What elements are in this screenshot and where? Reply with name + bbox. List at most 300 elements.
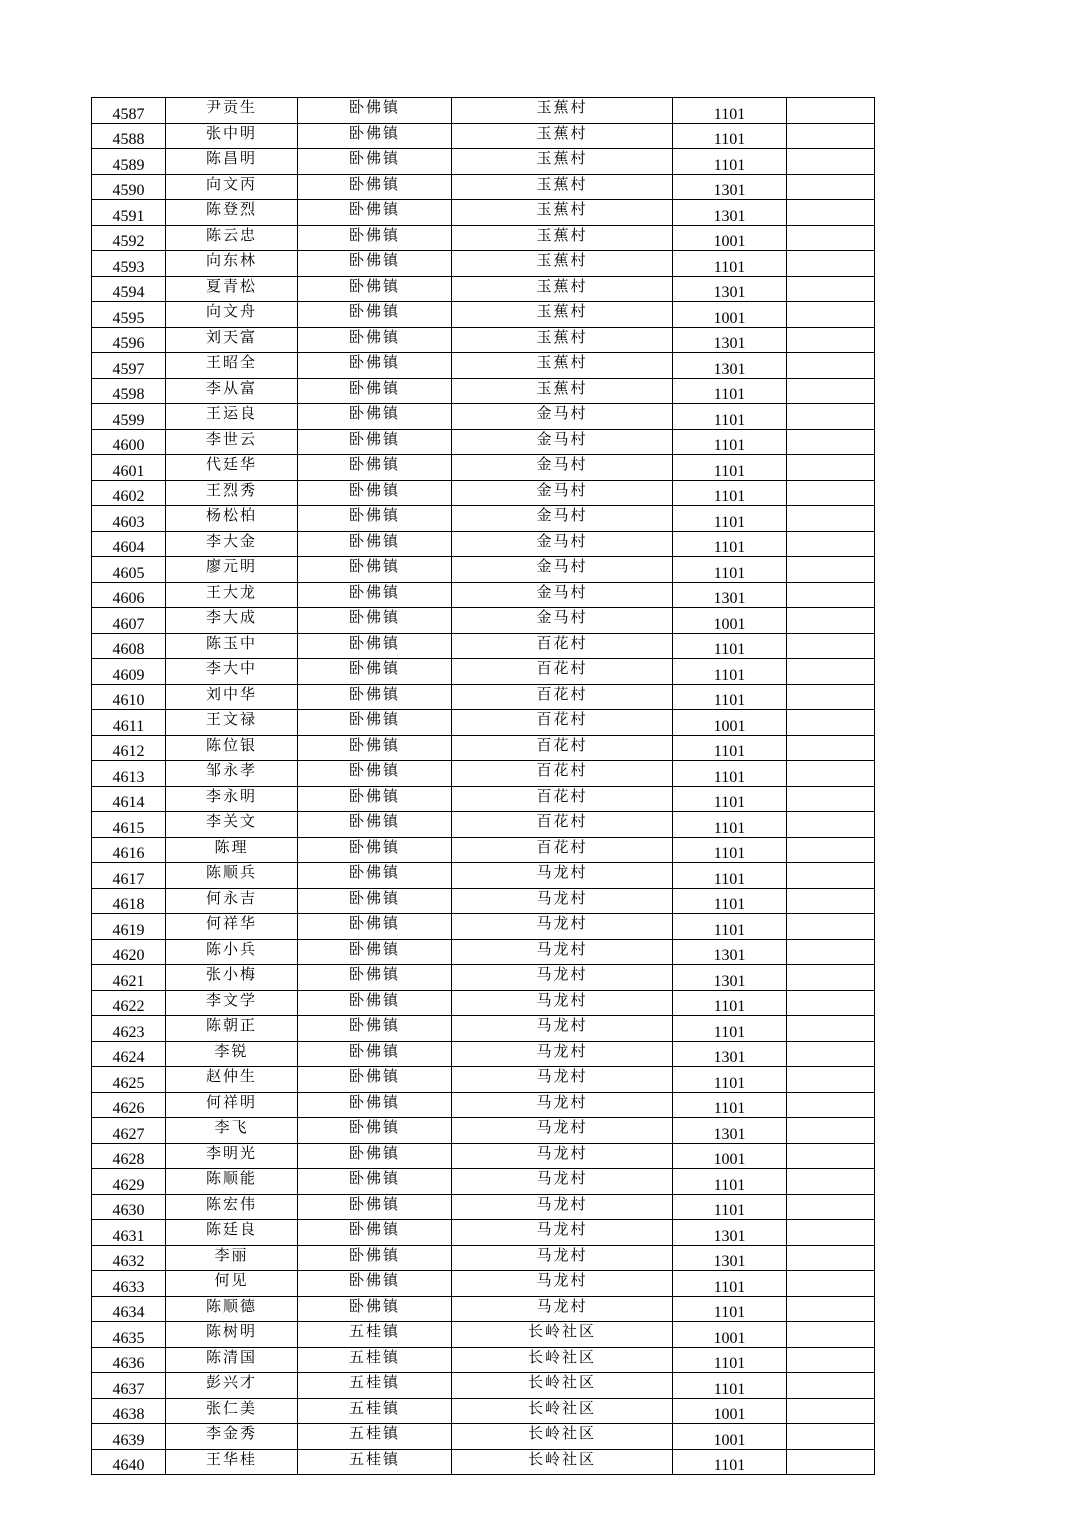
cell-code: 1101 — [673, 684, 787, 710]
table-row — [92, 1041, 875, 1067]
cell-village: 百花村 — [452, 761, 673, 787]
cell-code: 1101 — [673, 863, 787, 889]
cell-town: 卧佛镇 — [298, 174, 452, 200]
cell-code: 1101 — [673, 506, 787, 532]
cell-town: 卧佛镇 — [298, 1194, 452, 1220]
cell-town: 卧佛镇 — [298, 939, 452, 965]
cell-town: 卧佛镇 — [298, 1220, 452, 1246]
table-row — [92, 149, 875, 175]
cell-village: 长岭社区 — [452, 1322, 673, 1348]
cell-name: 王大龙 — [166, 582, 298, 608]
table-row — [92, 990, 875, 1016]
cell-name: 陈云忠 — [166, 225, 298, 251]
cell-village: 马龙村 — [452, 863, 673, 889]
table-row — [92, 1143, 875, 1169]
cell-id: 4638 — [92, 1398, 166, 1424]
cell-town: 卧佛镇 — [298, 225, 452, 251]
cell-id: 4629 — [92, 1169, 166, 1195]
cell-id: 4594 — [92, 276, 166, 302]
cell-village: 金马村 — [452, 506, 673, 532]
cell-id: 4633 — [92, 1271, 166, 1297]
cell-name: 代廷华 — [166, 455, 298, 481]
cell-code: 1301 — [673, 939, 787, 965]
cell-name: 何永吉 — [166, 888, 298, 914]
cell-remark — [787, 1118, 875, 1144]
cell-town: 卧佛镇 — [298, 1245, 452, 1271]
cell-village: 马龙村 — [452, 1118, 673, 1144]
cell-code: 1101 — [673, 786, 787, 812]
cell-village: 马龙村 — [452, 1016, 673, 1042]
cell-name: 向文舟 — [166, 302, 298, 328]
cell-village: 金马村 — [452, 404, 673, 430]
cell-name: 王烈秀 — [166, 480, 298, 506]
cell-town: 卧佛镇 — [298, 914, 452, 940]
cell-town: 卧佛镇 — [298, 378, 452, 404]
cell-name: 李大中 — [166, 659, 298, 685]
cell-id: 4596 — [92, 327, 166, 353]
cell-name: 邹永孝 — [166, 761, 298, 787]
cell-id: 4621 — [92, 965, 166, 991]
cell-remark — [787, 1449, 875, 1475]
cell-remark — [787, 1398, 875, 1424]
cell-town: 卧佛镇 — [298, 1067, 452, 1093]
cell-remark — [787, 1143, 875, 1169]
cell-name: 尹贡生 — [166, 98, 298, 124]
cell-village: 玉蕉村 — [452, 276, 673, 302]
cell-code: 1001 — [673, 1143, 787, 1169]
table-row — [92, 863, 875, 889]
cell-town: 卧佛镇 — [298, 965, 452, 991]
cell-code: 1301 — [673, 327, 787, 353]
cell-village: 长岭社区 — [452, 1398, 673, 1424]
cell-code: 1101 — [673, 888, 787, 914]
cell-town: 卧佛镇 — [298, 251, 452, 277]
cell-id: 4598 — [92, 378, 166, 404]
cell-id: 4590 — [92, 174, 166, 200]
cell-town: 卧佛镇 — [298, 327, 452, 353]
cell-town: 卧佛镇 — [298, 557, 452, 583]
cell-code: 1101 — [673, 123, 787, 149]
cell-remark — [787, 98, 875, 124]
cell-name: 彭兴才 — [166, 1373, 298, 1399]
cell-village: 金马村 — [452, 455, 673, 481]
cell-remark — [787, 174, 875, 200]
cell-id: 4624 — [92, 1041, 166, 1067]
table-row — [92, 353, 875, 379]
cell-remark — [787, 506, 875, 532]
cell-town: 五桂镇 — [298, 1347, 452, 1373]
cell-id: 4620 — [92, 939, 166, 965]
table-row — [92, 659, 875, 685]
cell-name: 王运良 — [166, 404, 298, 430]
cell-name: 陈宏伟 — [166, 1194, 298, 1220]
cell-town: 卧佛镇 — [298, 1092, 452, 1118]
cell-id: 4627 — [92, 1118, 166, 1144]
cell-code: 1101 — [673, 557, 787, 583]
cell-village: 百花村 — [452, 837, 673, 863]
cell-village: 长岭社区 — [452, 1373, 673, 1399]
cell-town: 卧佛镇 — [298, 1016, 452, 1042]
cell-town: 卧佛镇 — [298, 455, 452, 481]
cell-village: 马龙村 — [452, 1067, 673, 1093]
table-row — [92, 557, 875, 583]
cell-remark — [787, 149, 875, 175]
cell-code: 1101 — [673, 1016, 787, 1042]
cell-name: 李丽 — [166, 1245, 298, 1271]
cell-id: 4615 — [92, 812, 166, 838]
cell-town: 卧佛镇 — [298, 98, 452, 124]
cell-code: 1101 — [673, 812, 787, 838]
cell-remark — [787, 480, 875, 506]
cell-remark — [787, 455, 875, 481]
table-row — [92, 914, 875, 940]
cell-id: 4595 — [92, 302, 166, 328]
cell-village: 百花村 — [452, 684, 673, 710]
cell-name: 陈顺能 — [166, 1169, 298, 1195]
cell-code: 1301 — [673, 1245, 787, 1271]
cell-remark — [787, 123, 875, 149]
table-row — [92, 327, 875, 353]
table-row — [92, 1398, 875, 1424]
table-row — [92, 174, 875, 200]
cell-code: 1101 — [673, 480, 787, 506]
cell-name: 李大成 — [166, 608, 298, 634]
cell-name: 陈理 — [166, 837, 298, 863]
cell-town: 卧佛镇 — [298, 710, 452, 736]
cell-id: 4610 — [92, 684, 166, 710]
cell-village: 金马村 — [452, 531, 673, 557]
cell-village: 马龙村 — [452, 1041, 673, 1067]
cell-town: 五桂镇 — [298, 1424, 452, 1450]
cell-code: 1101 — [673, 1449, 787, 1475]
table-row — [92, 455, 875, 481]
cell-id: 4607 — [92, 608, 166, 634]
cell-town: 卧佛镇 — [298, 812, 452, 838]
cell-remark — [787, 1067, 875, 1093]
cell-id: 4601 — [92, 455, 166, 481]
table-row — [92, 378, 875, 404]
cell-code: 1301 — [673, 582, 787, 608]
cell-remark — [787, 378, 875, 404]
cell-name: 杨松柏 — [166, 506, 298, 532]
cell-name: 刘中华 — [166, 684, 298, 710]
cell-town: 卧佛镇 — [298, 353, 452, 379]
cell-remark — [787, 1296, 875, 1322]
cell-remark — [787, 633, 875, 659]
cell-name: 张仁美 — [166, 1398, 298, 1424]
cell-id: 4623 — [92, 1016, 166, 1042]
cell-code: 1101 — [673, 455, 787, 481]
cell-town: 卧佛镇 — [298, 1118, 452, 1144]
cell-remark — [787, 276, 875, 302]
cell-name: 何祥华 — [166, 914, 298, 940]
cell-code: 1301 — [673, 200, 787, 226]
cell-remark — [787, 863, 875, 889]
cell-village: 玉蕉村 — [452, 123, 673, 149]
cell-village: 马龙村 — [452, 1194, 673, 1220]
cell-code: 1101 — [673, 990, 787, 1016]
table-row — [92, 761, 875, 787]
cell-village: 马龙村 — [452, 1296, 673, 1322]
cell-remark — [787, 914, 875, 940]
table-row — [92, 1016, 875, 1042]
cell-remark — [787, 251, 875, 277]
cell-remark — [787, 404, 875, 430]
cell-name: 张中明 — [166, 123, 298, 149]
cell-remark — [787, 1194, 875, 1220]
cell-village: 玉蕉村 — [452, 225, 673, 251]
table-row — [92, 200, 875, 226]
cell-code: 1301 — [673, 174, 787, 200]
cell-town: 卧佛镇 — [298, 684, 452, 710]
cell-id: 4626 — [92, 1092, 166, 1118]
cell-code: 1101 — [673, 98, 787, 124]
cell-code: 1301 — [673, 276, 787, 302]
cell-name: 陈朝正 — [166, 1016, 298, 1042]
table-row — [92, 251, 875, 277]
cell-id: 4622 — [92, 990, 166, 1016]
cell-name: 张小梅 — [166, 965, 298, 991]
cell-name: 李从富 — [166, 378, 298, 404]
cell-village: 百花村 — [452, 633, 673, 659]
cell-town: 卧佛镇 — [298, 1296, 452, 1322]
cell-code: 1101 — [673, 761, 787, 787]
table-row — [92, 1220, 875, 1246]
cell-name: 王华桂 — [166, 1449, 298, 1475]
table-row — [92, 1347, 875, 1373]
cell-town: 卧佛镇 — [298, 200, 452, 226]
cell-remark — [787, 990, 875, 1016]
table-row — [92, 404, 875, 430]
cell-code: 1301 — [673, 1220, 787, 1246]
cell-id: 4640 — [92, 1449, 166, 1475]
cell-village: 百花村 — [452, 659, 673, 685]
cell-remark — [787, 761, 875, 787]
table-row — [92, 684, 875, 710]
cell-remark — [787, 1041, 875, 1067]
cell-code: 1101 — [673, 914, 787, 940]
cell-village: 玉蕉村 — [452, 200, 673, 226]
cell-village: 玉蕉村 — [452, 378, 673, 404]
cell-remark — [787, 1220, 875, 1246]
roster-table-body — [92, 98, 875, 1475]
cell-id: 4614 — [92, 786, 166, 812]
cell-name: 李关文 — [166, 812, 298, 838]
cell-town: 卧佛镇 — [298, 1041, 452, 1067]
cell-remark — [787, 531, 875, 557]
cell-id: 4628 — [92, 1143, 166, 1169]
cell-code: 1101 — [673, 735, 787, 761]
cell-remark — [787, 659, 875, 685]
cell-village: 玉蕉村 — [452, 251, 673, 277]
cell-name: 向东林 — [166, 251, 298, 277]
cell-name: 陈顺德 — [166, 1296, 298, 1322]
cell-town: 卧佛镇 — [298, 531, 452, 557]
cell-remark — [787, 939, 875, 965]
table-row — [92, 225, 875, 251]
table-row — [92, 1092, 875, 1118]
cell-remark — [787, 200, 875, 226]
cell-name: 李文学 — [166, 990, 298, 1016]
cell-village: 玉蕉村 — [452, 98, 673, 124]
cell-code: 1101 — [673, 404, 787, 430]
cell-id: 4602 — [92, 480, 166, 506]
cell-id: 4617 — [92, 863, 166, 889]
cell-town: 五桂镇 — [298, 1373, 452, 1399]
cell-name: 夏青松 — [166, 276, 298, 302]
cell-name: 李明光 — [166, 1143, 298, 1169]
table-row — [92, 608, 875, 634]
cell-village: 马龙村 — [452, 888, 673, 914]
cell-code: 1101 — [673, 659, 787, 685]
cell-remark — [787, 812, 875, 838]
cell-id: 4592 — [92, 225, 166, 251]
cell-code: 1301 — [673, 1118, 787, 1144]
table-row — [92, 1118, 875, 1144]
cell-id: 4631 — [92, 1220, 166, 1246]
table-row — [92, 123, 875, 149]
cell-remark — [787, 1373, 875, 1399]
cell-remark — [787, 327, 875, 353]
cell-remark — [787, 1424, 875, 1450]
cell-village: 马龙村 — [452, 914, 673, 940]
table-row — [92, 735, 875, 761]
cell-town: 卧佛镇 — [298, 888, 452, 914]
cell-id: 4597 — [92, 353, 166, 379]
cell-code: 1001 — [673, 710, 787, 736]
cell-id: 4611 — [92, 710, 166, 736]
table-row — [92, 786, 875, 812]
cell-code: 1101 — [673, 1169, 787, 1195]
table-row — [92, 1245, 875, 1271]
cell-code: 1001 — [673, 302, 787, 328]
cell-town: 卧佛镇 — [298, 863, 452, 889]
table-row — [92, 506, 875, 532]
cell-id: 4635 — [92, 1322, 166, 1348]
cell-village: 金马村 — [452, 608, 673, 634]
cell-name: 陈登烈 — [166, 200, 298, 226]
cell-code: 1001 — [673, 225, 787, 251]
cell-town: 卧佛镇 — [298, 302, 452, 328]
roster-table — [91, 97, 875, 1475]
table-row — [92, 965, 875, 991]
cell-village: 马龙村 — [452, 1092, 673, 1118]
cell-village: 马龙村 — [452, 1245, 673, 1271]
cell-remark — [787, 1347, 875, 1373]
cell-village: 百花村 — [452, 710, 673, 736]
cell-code: 1001 — [673, 1398, 787, 1424]
cell-remark — [787, 684, 875, 710]
cell-id: 4634 — [92, 1296, 166, 1322]
cell-village: 马龙村 — [452, 990, 673, 1016]
cell-remark — [787, 965, 875, 991]
cell-village: 金马村 — [452, 480, 673, 506]
cell-town: 卧佛镇 — [298, 506, 452, 532]
cell-town: 卧佛镇 — [298, 990, 452, 1016]
table-row — [92, 1322, 875, 1348]
cell-id: 4608 — [92, 633, 166, 659]
cell-id: 4625 — [92, 1067, 166, 1093]
cell-village: 玉蕉村 — [452, 353, 673, 379]
cell-village: 马龙村 — [452, 1220, 673, 1246]
cell-town: 卧佛镇 — [298, 633, 452, 659]
cell-id: 4603 — [92, 506, 166, 532]
cell-id: 4599 — [92, 404, 166, 430]
cell-id: 4636 — [92, 1347, 166, 1373]
cell-name: 王文禄 — [166, 710, 298, 736]
cell-code: 1101 — [673, 1271, 787, 1297]
cell-village: 长岭社区 — [452, 1449, 673, 1475]
cell-id: 4606 — [92, 582, 166, 608]
cell-name: 向文丙 — [166, 174, 298, 200]
cell-code: 1101 — [673, 429, 787, 455]
table-row — [92, 1296, 875, 1322]
cell-code: 1301 — [673, 1041, 787, 1067]
cell-town: 五桂镇 — [298, 1322, 452, 1348]
cell-town: 卧佛镇 — [298, 608, 452, 634]
cell-remark — [787, 1169, 875, 1195]
cell-town: 卧佛镇 — [298, 1271, 452, 1297]
cell-name: 陈廷良 — [166, 1220, 298, 1246]
cell-remark — [787, 710, 875, 736]
cell-id: 4637 — [92, 1373, 166, 1399]
cell-code: 1101 — [673, 378, 787, 404]
cell-code: 1101 — [673, 633, 787, 659]
table-row — [92, 939, 875, 965]
cell-name: 陈树明 — [166, 1322, 298, 1348]
cell-name: 何祥明 — [166, 1092, 298, 1118]
cell-code: 1101 — [673, 1194, 787, 1220]
cell-town: 卧佛镇 — [298, 276, 452, 302]
cell-id: 4600 — [92, 429, 166, 455]
cell-id: 4612 — [92, 735, 166, 761]
cell-remark — [787, 225, 875, 251]
cell-name: 赵仲生 — [166, 1067, 298, 1093]
table-row — [92, 1169, 875, 1195]
cell-village: 玉蕉村 — [452, 174, 673, 200]
cell-town: 卧佛镇 — [298, 429, 452, 455]
cell-name: 陈顺兵 — [166, 863, 298, 889]
cell-town: 卧佛镇 — [298, 837, 452, 863]
cell-remark — [787, 786, 875, 812]
cell-village: 马龙村 — [452, 965, 673, 991]
cell-remark — [787, 582, 875, 608]
cell-remark — [787, 1245, 875, 1271]
cell-town: 卧佛镇 — [298, 761, 452, 787]
cell-remark — [787, 888, 875, 914]
cell-remark — [787, 837, 875, 863]
cell-id: 4619 — [92, 914, 166, 940]
cell-village: 玉蕉村 — [452, 302, 673, 328]
cell-town: 五桂镇 — [298, 1398, 452, 1424]
cell-name: 刘天富 — [166, 327, 298, 353]
cell-town: 卧佛镇 — [298, 123, 452, 149]
cell-id: 4609 — [92, 659, 166, 685]
table-row — [92, 633, 875, 659]
cell-code: 1301 — [673, 353, 787, 379]
cell-remark — [787, 429, 875, 455]
cell-name: 李世云 — [166, 429, 298, 455]
cell-remark — [787, 353, 875, 379]
cell-name: 陈清国 — [166, 1347, 298, 1373]
cell-code: 1101 — [673, 531, 787, 557]
cell-name: 李飞 — [166, 1118, 298, 1144]
cell-id: 4613 — [92, 761, 166, 787]
cell-town: 卧佛镇 — [298, 659, 452, 685]
cell-village: 长岭社区 — [452, 1424, 673, 1450]
cell-code: 1001 — [673, 1322, 787, 1348]
table-row — [92, 531, 875, 557]
